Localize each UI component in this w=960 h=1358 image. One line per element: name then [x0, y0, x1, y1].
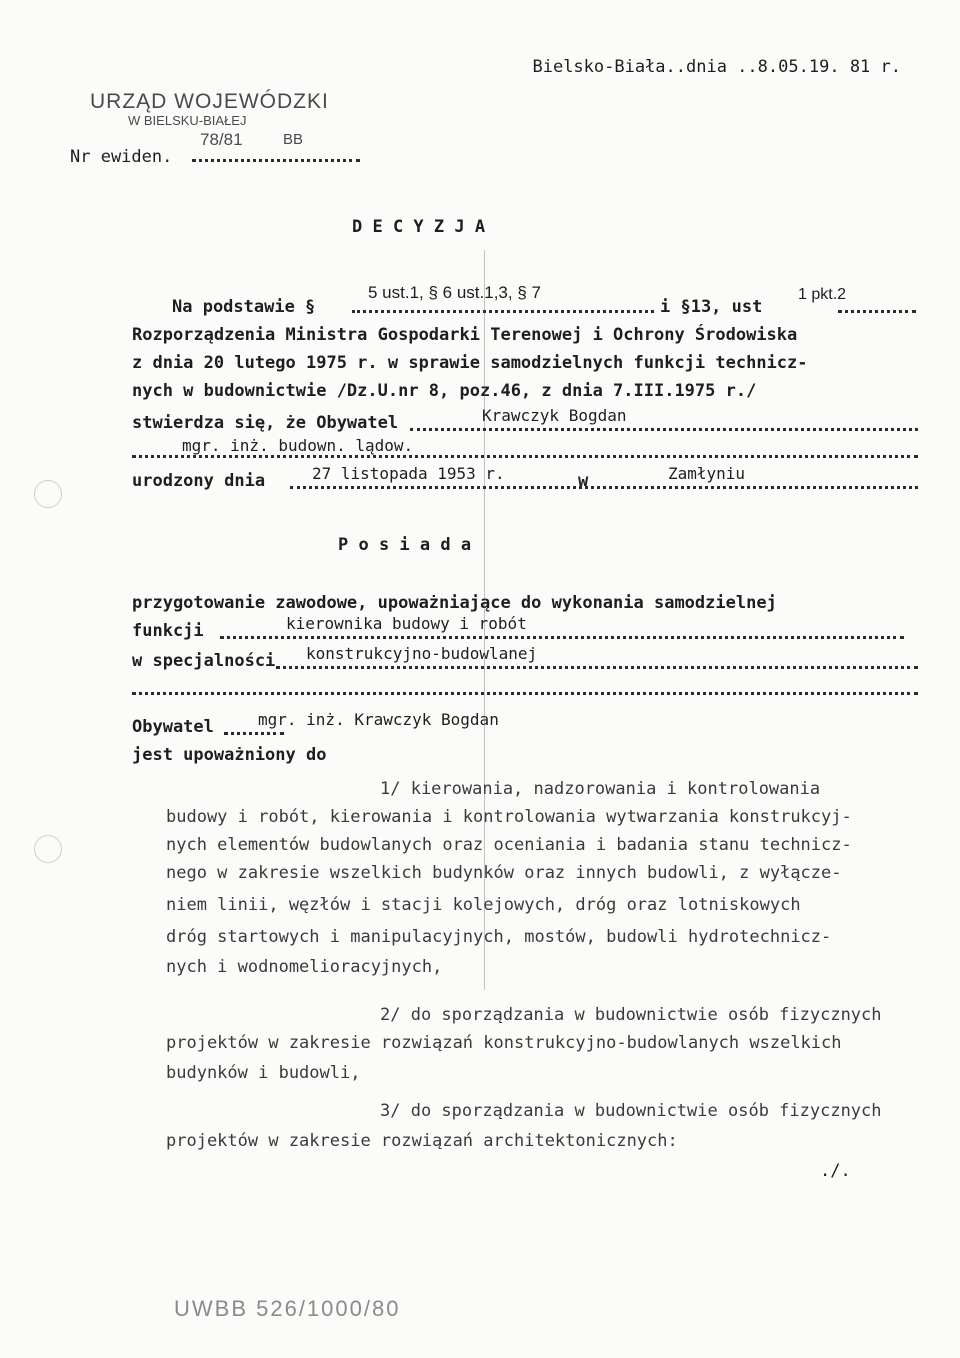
citizen-dots [410, 428, 918, 431]
continuation-mark: ./. [820, 1161, 851, 1181]
body-line: nych w budownictwie /Dz.U.nr 8, poz.46, z dnia 7.III.1975 r./ [132, 381, 757, 401]
registry-label: Nr ewiden. [70, 147, 173, 167]
registry-number: 78/81 [200, 130, 243, 149]
registry-suffix: BB [283, 131, 304, 148]
body-line: z dnia 20 lutego 1975 r. w sprawie samodzielnych funkcji technicz- [132, 353, 808, 373]
footer-code: UWBB 526/1000/80 [174, 1296, 401, 1321]
citizen-label: stwierdza się, że Obywatel [132, 413, 399, 433]
spec-label: w specjalności [132, 651, 276, 671]
citizen-title: mgr. inż. budown. lądow. [182, 436, 414, 455]
day-month: 8.05. [757, 57, 809, 77]
body-line: Rozporządzenia Ministra Gospodarki Terenowej i Ochrony Środowiska [132, 325, 798, 345]
year: 81 [849, 57, 871, 77]
item-1-first: 1/ kierowania, nadzorowania i kontrolowania [380, 779, 821, 799]
function-dots [220, 636, 904, 639]
item-2-line: budynków i budowli, [166, 1063, 361, 1083]
basis-refs: 5 ust.1, § 6 ust.1,3, § 7 [368, 283, 541, 302]
authorization-intro: jest upoważniony do [132, 745, 327, 765]
separator-dots [132, 692, 918, 695]
item-1-line: budowy i robót, kierowania i kontrolowania wytwarzania konstrukcyj- [166, 807, 852, 827]
place-date: Bielsko-Biała..dnia ..8.05.19. 81 r. [532, 57, 902, 77]
basis-dots-end [838, 310, 916, 313]
item-1-line: nych i wodnomelioracyjnych, [166, 957, 443, 977]
item-1-line: niem linii, węzłów i stacji kolejowych, dróg oraz lotniskowych [166, 895, 801, 915]
function-label: funkcji [132, 621, 204, 641]
posiada-heading: P o s i a d a [338, 535, 472, 555]
qualification-line: przygotowanie zawodowe, upoważniające do wykonania samodzielnej [132, 593, 777, 613]
item-1-line: nego w zakresie wszelkich budynków oraz innych budowli, z wyłącze- [166, 863, 842, 883]
citizen-name: Krawczyk Bogdan [482, 406, 627, 425]
obywatel-label: Obywatel [132, 717, 214, 737]
item-1-line: nych elementów budowlanych oraz oceniania i badania stanu technicz- [166, 835, 852, 855]
spec-dots [276, 666, 918, 669]
birth-label: urodzony dnia [132, 471, 266, 491]
office-stamp-line1: URZĄD WOJEWÓDZKI [90, 90, 329, 113]
item-2-line: projektów w zakresie rozwiązań konstrukcyjno-budowlanych wszelkich [166, 1033, 842, 1053]
item-3-first: 3/ do sporządzania w budownictwie osób fizycznych [380, 1101, 882, 1121]
place-date-prefix: Bielsko-Biała..dnia .. [532, 57, 758, 77]
function-value: kierownika budowy i robót [286, 614, 527, 633]
office-stamp-line2: W BIELSKU-BIAŁEJ [128, 113, 247, 128]
fold-crease [484, 250, 485, 990]
birth-place: Zamłyniu [668, 464, 746, 483]
title-dots [132, 455, 918, 458]
obywatel-name: mgr. inż. Krawczyk Bogdan [258, 710, 499, 729]
year-prefix: 19 [808, 57, 830, 77]
item-3-line: projektów w zakresie rozwiązań architektonicznych: [166, 1131, 678, 1151]
basis-pkt: 1 pkt.2 [798, 286, 847, 303]
punch-hole [34, 835, 62, 863]
birth-place-label: w [578, 471, 589, 491]
item-1-line: dróg startowych i manipulacyjnych, mostów, budowli hydrotechnicz- [166, 927, 832, 947]
obywatel-dots [224, 732, 284, 735]
spec-value: konstrukcyjno-budowlanej [306, 644, 538, 663]
basis-dots [352, 310, 654, 313]
year-suffix: r. [880, 57, 902, 77]
birth-date: 27 listopada 1953 r. [312, 464, 505, 483]
document-title: D E C Y Z J A [352, 217, 486, 237]
punch-hole [34, 480, 62, 508]
basis-label: Na podstawie § [172, 297, 316, 317]
birth-dots [290, 486, 918, 489]
item-2-first: 2/ do sporządzania w budownictwie osób fizycznych [380, 1005, 882, 1025]
basis-mid: i §13, ust [660, 297, 763, 317]
registry-dots [192, 159, 360, 162]
